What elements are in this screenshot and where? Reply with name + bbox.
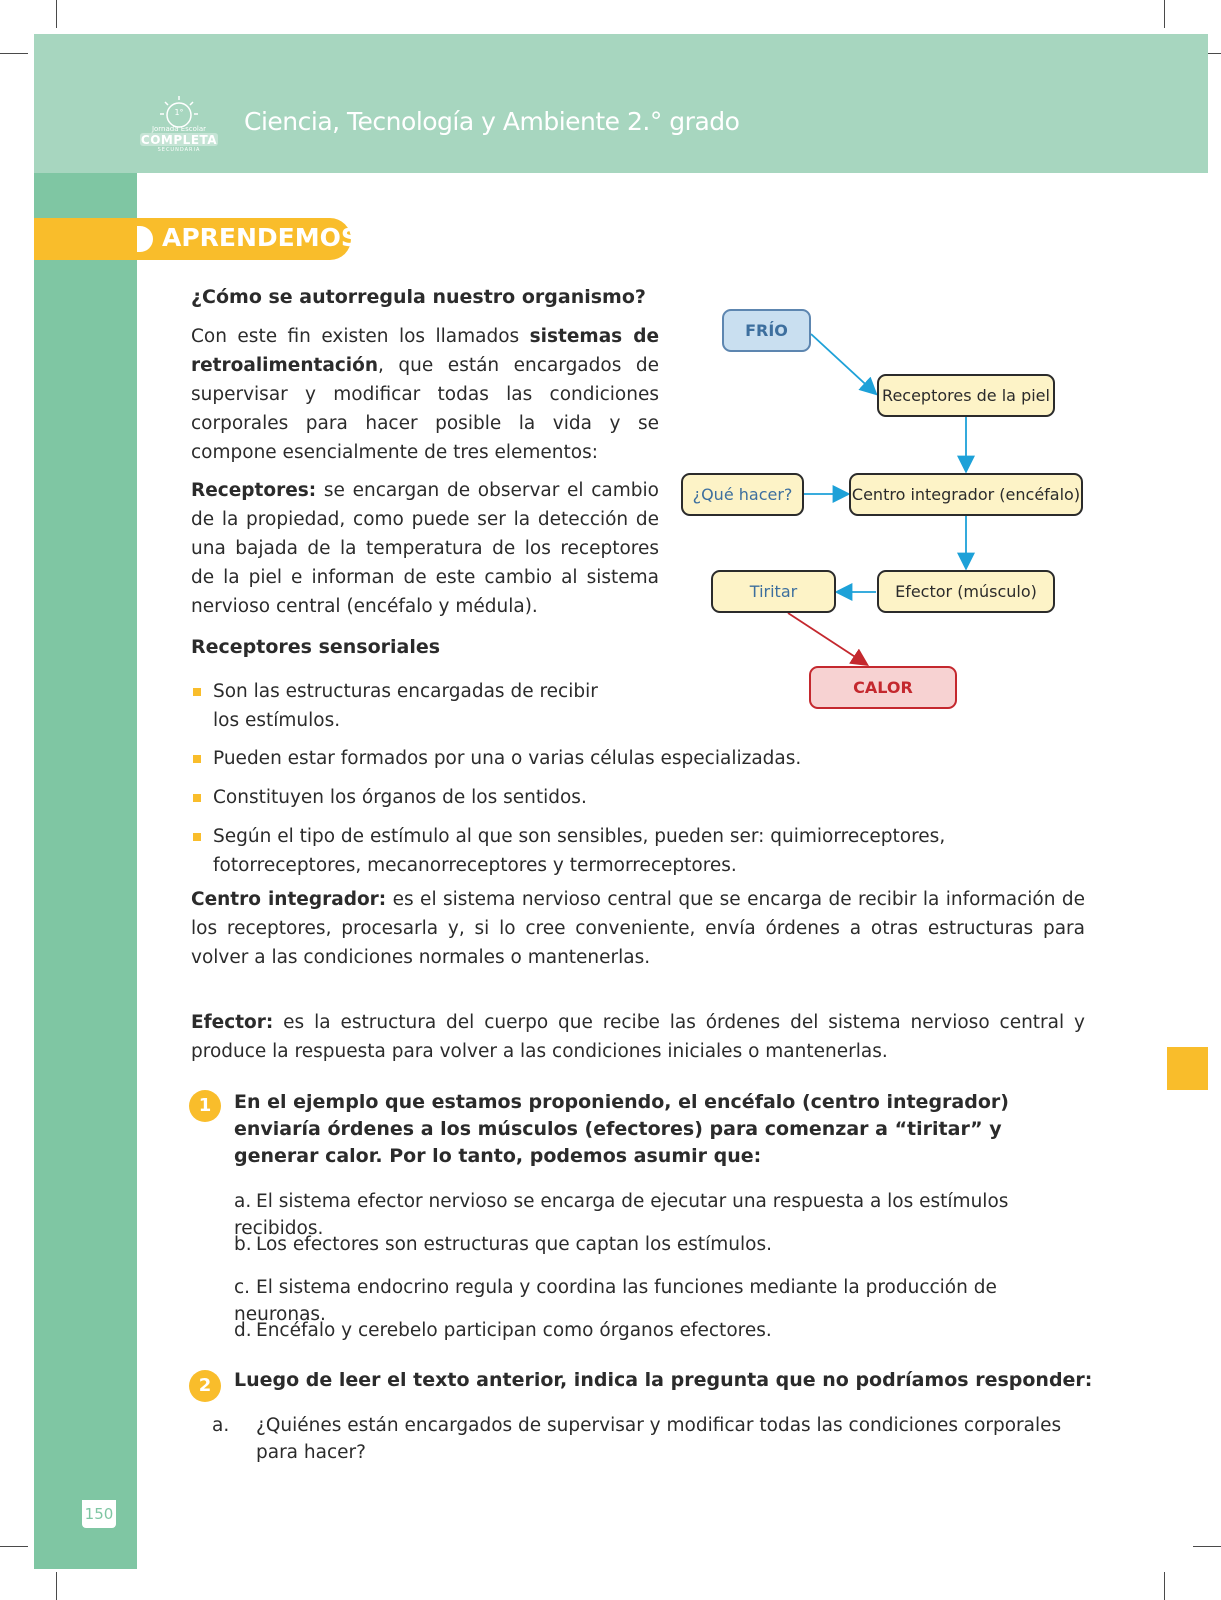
logo — [138, 94, 220, 156]
crop-mark — [1193, 1546, 1221, 1547]
bullet-marker — [193, 688, 201, 696]
intro-paragraph — [191, 322, 659, 467]
crop-mark — [1164, 0, 1165, 28]
logo-sub-text: SECUNDARIA — [157, 147, 201, 153]
diagram-node-tiritar: Tiritar — [711, 570, 836, 613]
diagram-node-frio: FRÍO — [722, 309, 811, 352]
side-strip — [34, 173, 137, 1569]
option-letter: b. — [234, 1234, 252, 1255]
crop-mark — [56, 1572, 57, 1600]
answer-option[interactable] — [212, 1412, 1066, 1466]
option-text: Encéfalo y cerebelo participan como órganos efectores. — [256, 1320, 772, 1341]
diagram-node-centro: Centro integrador (encéfalo) — [849, 473, 1083, 516]
arrow-tiritar-to-calor — [788, 613, 866, 664]
efector-paragraph — [191, 1008, 1085, 1066]
list-item — [191, 744, 1085, 773]
efector-term: Efector: — [191, 1012, 274, 1033]
arrow-frio-to-receptores — [811, 334, 875, 393]
logo-top-text: Jornada Escolar — [151, 125, 207, 133]
bullet-text: Pueden estar formados por una o varias células especializadas. — [213, 748, 802, 769]
centro-text: es el sistema nervioso central que se encarga de recibir la información de los receptores, procesarla y, si lo cree conveniente, envía órdenes a otras estructuras para volver a las condiciones normales o mantenerlas. — [191, 889, 1085, 968]
answer-option[interactable] — [234, 1317, 1054, 1344]
question-number: 1 — [189, 1090, 221, 1122]
bullet-marker — [193, 755, 201, 763]
receptores-paragraph — [191, 476, 659, 621]
bullet-text: Son las estructuras encargadas de recibir los estímulos. — [213, 681, 598, 731]
sensoriales-heading: Receptores sensoriales — [191, 636, 441, 658]
crop-mark — [1164, 1572, 1165, 1600]
receptores-term: Receptores: — [191, 480, 317, 501]
option-text: ¿Quiénes están encargados de supervisar y modificar todas las condiciones corporales para hacer? — [256, 1415, 1062, 1463]
option-letter: a. — [212, 1415, 230, 1436]
diagram-node-receptores: Receptores de la piel — [877, 374, 1055, 417]
diagram-node-efector: Efector (músculo) — [877, 570, 1055, 613]
efector-text: es la estructura del cuerpo que recibe las órdenes del sistema nervioso central y produce la respuesta para volver a las condiciones iniciales o mantenerlas. — [191, 1012, 1085, 1062]
option-text: Los efectores son estructuras que captan los estímulos. — [256, 1234, 773, 1255]
list-item — [191, 822, 1051, 880]
question-number: 2 — [189, 1370, 221, 1402]
question-heading: ¿Cómo se autorregula nuestro organismo? — [191, 286, 646, 308]
intro-text-bold: sistemas de retroalimentación — [191, 326, 659, 376]
logo-main-text: COMPLETA — [140, 133, 218, 147]
crop-mark — [0, 1546, 28, 1547]
series-title: Ciencia, Tecnología y Ambiente 2.° grado — [244, 107, 740, 136]
bullet-marker — [193, 833, 201, 841]
intro-text-post: , que están encargados de supervisar y modificar todas las condiciones corporales para hacer posible la vida y se compone esencialmente de tres elementos: — [191, 355, 659, 463]
diagram-node-calor: CALOR — [809, 666, 957, 709]
centro-term: Centro integrador: — [191, 889, 387, 910]
bullet-text: Constituyen los órganos de los sentidos. — [213, 787, 587, 808]
bullet-text: Según el tipo de estímulo al que son sensibles, pueden ser: quimiorreceptores, fotorreceptores, mecanorreceptores y termorreceptores. — [213, 826, 946, 876]
option-letter: a. — [234, 1191, 252, 1212]
list-item — [191, 677, 611, 735]
option-letter: d. — [234, 1320, 252, 1341]
centro-paragraph — [191, 885, 1085, 972]
bullet-marker — [193, 794, 201, 802]
option-text: El sistema efector nervioso se encarga de ejecutar una respuesta a los estímulos recibidos. — [234, 1191, 1009, 1239]
crop-mark — [56, 0, 57, 28]
list-item — [191, 783, 1085, 812]
page-number: 150 — [82, 1500, 116, 1528]
receptores-text: se encargan de observar el cambio de la propiedad, como puede ser la detección de una bajada de la temperatura de los receptores de la piel e informan de este cambio al sistema nervioso central (encéfalo y médula). — [191, 480, 659, 617]
intro-text-pre: Con este fin existen los llamados — [191, 326, 530, 347]
diagram-node-que-hacer: ¿Qué hacer? — [681, 473, 804, 516]
question-text: En el ejemplo que estamos proponiendo, el encéfalo (centro integrador) enviaría órdenes a los músculos (efectores) para comenzar a “tiritar” y generar calor. Por lo tanto, podemos asumir que: — [234, 1091, 1009, 1167]
question-text: Luego de leer el texto anterior, indica la pregunta que no podríamos responder: — [234, 1369, 1093, 1391]
section-label: APRENDEMOS — [162, 223, 359, 252]
option-letter: c. — [234, 1277, 251, 1298]
option-text: El sistema endocrino regula y coordina las funciones mediante la producción de neuronas. — [234, 1277, 997, 1325]
logo-badge: 1° — [174, 108, 184, 117]
answer-option[interactable] — [234, 1231, 1054, 1258]
page-edge-marker — [1167, 1047, 1208, 1090]
crop-mark — [0, 53, 28, 54]
